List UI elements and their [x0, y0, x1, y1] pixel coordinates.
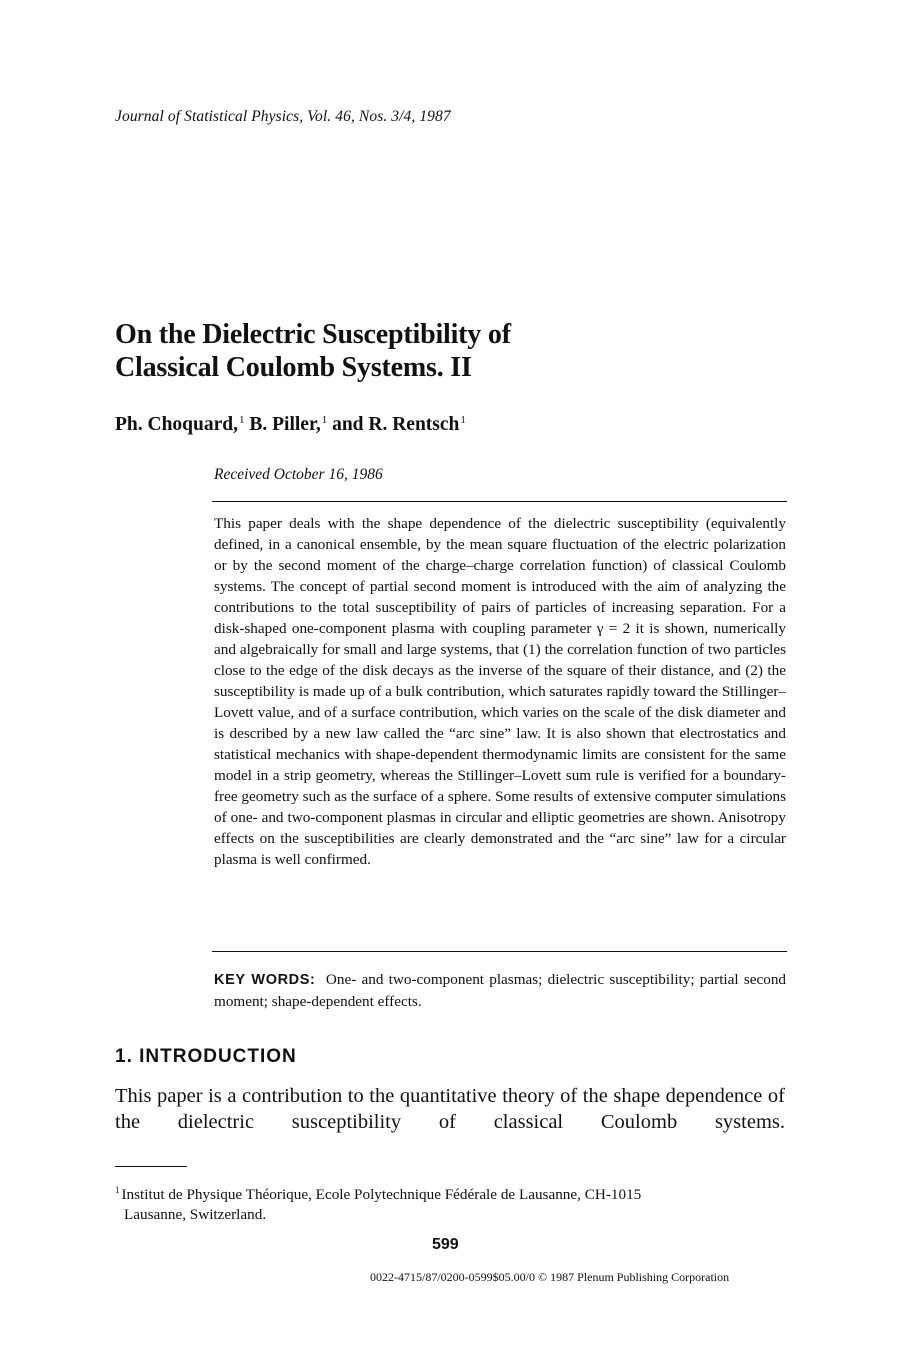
abstract-bottom-rule: [212, 951, 787, 952]
copyright-line: 0022-4715/87/0200-0599$05.00/0 © 1987 Plenum Publishing Corporation: [370, 1270, 730, 1284]
paper-title: [115, 318, 511, 384]
keywords: [214, 969, 786, 1012]
title-line-1: On the Dielectric Susceptibility of: [115, 319, 511, 350]
footnote: [115, 1180, 785, 1225]
affiliation-marker: 1: [460, 414, 466, 426]
author-name: Ph. Choquard,: [115, 414, 238, 435]
intro-paragraph: This paper is a contribution to the quantitative theory of the shape dependence of the dielectric susceptibility of classical Coulomb systems.: [115, 1085, 785, 1133]
author-name: B. Piller,: [249, 414, 321, 435]
footnote-rule: [115, 1166, 187, 1167]
affiliation-marker: 1: [239, 414, 245, 426]
title-line-2: Classical Coulomb Systems. II: [115, 352, 472, 383]
footnote-line-1: Institut de Physique Théorique, Ecole Polytechnique Fédérale de Lausanne, CH-1015: [121, 1186, 642, 1203]
footnote-marker: 1: [115, 1185, 120, 1195]
journal-header: Journal of Statistical Physics, Vol. 46, Nos. 3/4, 1987: [115, 108, 451, 125]
abstract: This paper deals with the shape dependence of the dielectric susceptibility (equivalently defined, in a canonical ensemble, by the mean square fluctuation of the electric polarization or by the second moment of the charge–charge correlation function) of classical Coulomb systems. The concept of partial second moment is introduced with the aim of analyzing the contributions to the total susceptibility of pairs of particles of increasing separation. For a disk-shaped one-component plasma with coupling parameter γ = 2 it is shown, numerically and algebraically for small and large systems, that (1) the correlation function of two particles close to the edge of the disk decays as the inverse of the square of their distance, and (2) the susceptibility is made up of a bulk contribution, which saturates rapidly toward the Stillinger–Lovett value, and of a surface contribution, which varies on the scale of the disk diameter and is described by a new law called the “arc sine” law. It is also shown that electrostatics and statistical mechanics with shape-dependent thermodynamic limits are consistent for the same model in a strip geometry, whereas the Stillinger–Lovett sum rule is verified for a boundary-free geometry such as the surface of a sphere. Some results of extensive computer simulations of one- and two-component plasmas in circular and elliptic geometries are shown. Anisotropy effects on the susceptibilities are clearly demonstrated and the “arc sine” law for a circular plasma is well confirmed.: [214, 515, 786, 868]
keywords-label: KEY WORDS:: [214, 972, 316, 988]
affiliation-marker: 1: [321, 414, 328, 426]
received-date: Received October 16, 1986: [214, 466, 383, 483]
footnote-line-2: Lausanne, Switzerland.: [124, 1206, 267, 1223]
section-heading: 1. INTRODUCTION: [115, 1046, 297, 1067]
author-list: [115, 414, 466, 436]
page-number: 599: [432, 1236, 459, 1253]
abstract-top-rule: [212, 501, 787, 502]
keywords-text: One- and two-component plasmas; dielectric susceptibility; partial second moment; shape-dependent effects.: [214, 971, 787, 1010]
author-name: and R. Rentsch: [332, 414, 460, 435]
